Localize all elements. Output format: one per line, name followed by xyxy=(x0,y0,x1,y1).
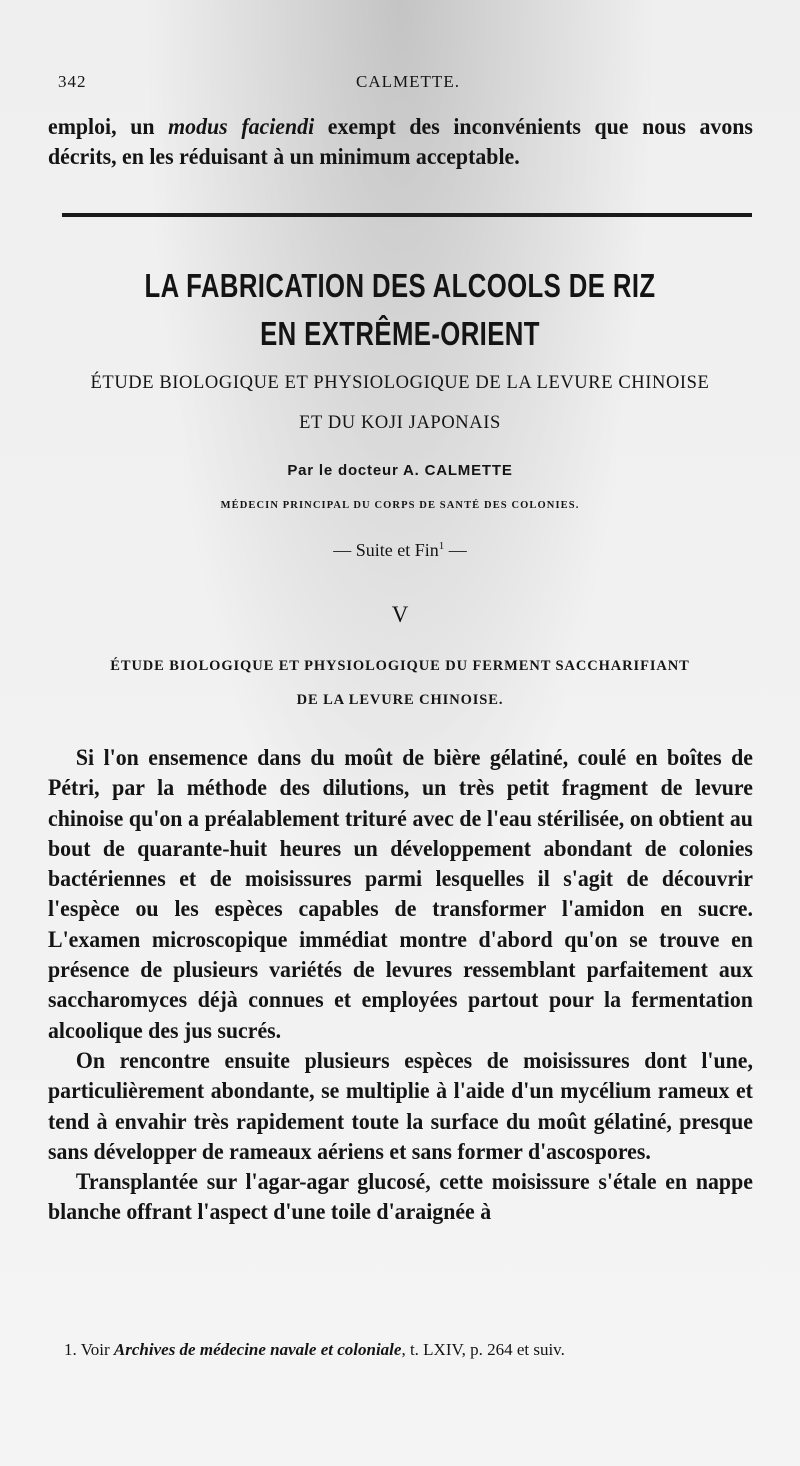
continuation-note xyxy=(0,540,800,561)
page-header xyxy=(58,72,758,98)
section-divider xyxy=(62,213,752,217)
continuation-text-before: emploi, un xyxy=(48,114,169,140)
page-number: 342 xyxy=(58,72,87,91)
author-affiliation: MÉDECIN PRINCIPAL DU CORPS DE SANTÉ DES COLONIES. xyxy=(220,500,580,511)
section-number: V xyxy=(391,602,409,627)
article-title-line-1: LA FABRICATION DES ALCOOLS DE RIZ xyxy=(144,267,656,304)
footnote-reference[interactable]: 1 xyxy=(438,540,445,552)
continuation-paragraph xyxy=(48,112,753,173)
article-subtitle-line-2: ET DU KOJI JAPONAIS xyxy=(299,413,501,433)
body-paragraph-2: On rencontre ensuite plusieurs espèces de moisissures dont l'une, particulièrement abondante, se multiplie à l'aide d'un mycélium rameux et tend à envahir très rapidement toute la surface du moût gélatiné, presque sans développer de rameaux aériens et sans former d'ascospores. xyxy=(48,1047,753,1165)
footnote-text-before: Voir xyxy=(76,1340,114,1359)
footnote-mark: 1. xyxy=(64,1340,77,1359)
continuation-text-after: exempt des inconvénients que nous avons décrits, en les réduisant à un minimum acceptable. xyxy=(48,114,753,171)
body-text xyxy=(48,743,753,1228)
body-paragraph-1: Si l'on ensemence dans du moût de bière gélatiné, coulé en boîtes de Pétri, par la méthode des dilutions, un très petit fragment de levure chinoise qu'on a préalablement trituré avec de l'eau stérilisée, on obtient au bout de quarante-huit heures un développement abondant de colonies bactériennes et de moisissures parmi lesquelles il s'agit de découvrir l'espèce ou les espèces capables de transformer l'amidon en sucre. L'examen microscopique immédiat montre d'abord qu'on se trouve en présence de plusieurs variétés de levures ressemblant parfaitement aux saccharomyces déjà connues et employées partout pour la fermentation alcoolique des jus sucrés. xyxy=(48,745,753,1044)
article-subtitle-line-1: ÉTUDE BIOLOGIQUE ET PHYSIOLOGIQUE DE LA LEVURE CHINOISE xyxy=(90,373,710,393)
footnote-text-after: , t. LXIV, p. 264 et suiv. xyxy=(401,1340,565,1359)
suite-dash: — xyxy=(444,540,467,560)
continuation-italic: modus faciendi xyxy=(168,114,315,140)
running-head: CALMETTE. xyxy=(356,72,460,91)
footnote xyxy=(64,1340,754,1360)
body-paragraph-3: Transplantée sur l'agar-agar glucosé, cette moisissure s'étale en nappe blanche offrant l'aspect d'une toile d'araignée à xyxy=(48,1169,753,1226)
footnote-journal-title: Archives de médecine navale et coloniale xyxy=(113,1340,402,1359)
author-byline: Par le docteur A. CALMETTE xyxy=(287,462,513,479)
article-title-line-2: EN EXTRÊME-ORIENT xyxy=(260,315,540,352)
suite-text: — Suite et Fin xyxy=(333,540,439,560)
section-title-line-2: DE LA LEVURE CHINOISE. xyxy=(296,692,504,708)
section-title-line-1: ÉTUDE BIOLOGIQUE ET PHYSIOLOGIQUE DU FERMENT SACCHARIFIANT xyxy=(110,658,690,674)
